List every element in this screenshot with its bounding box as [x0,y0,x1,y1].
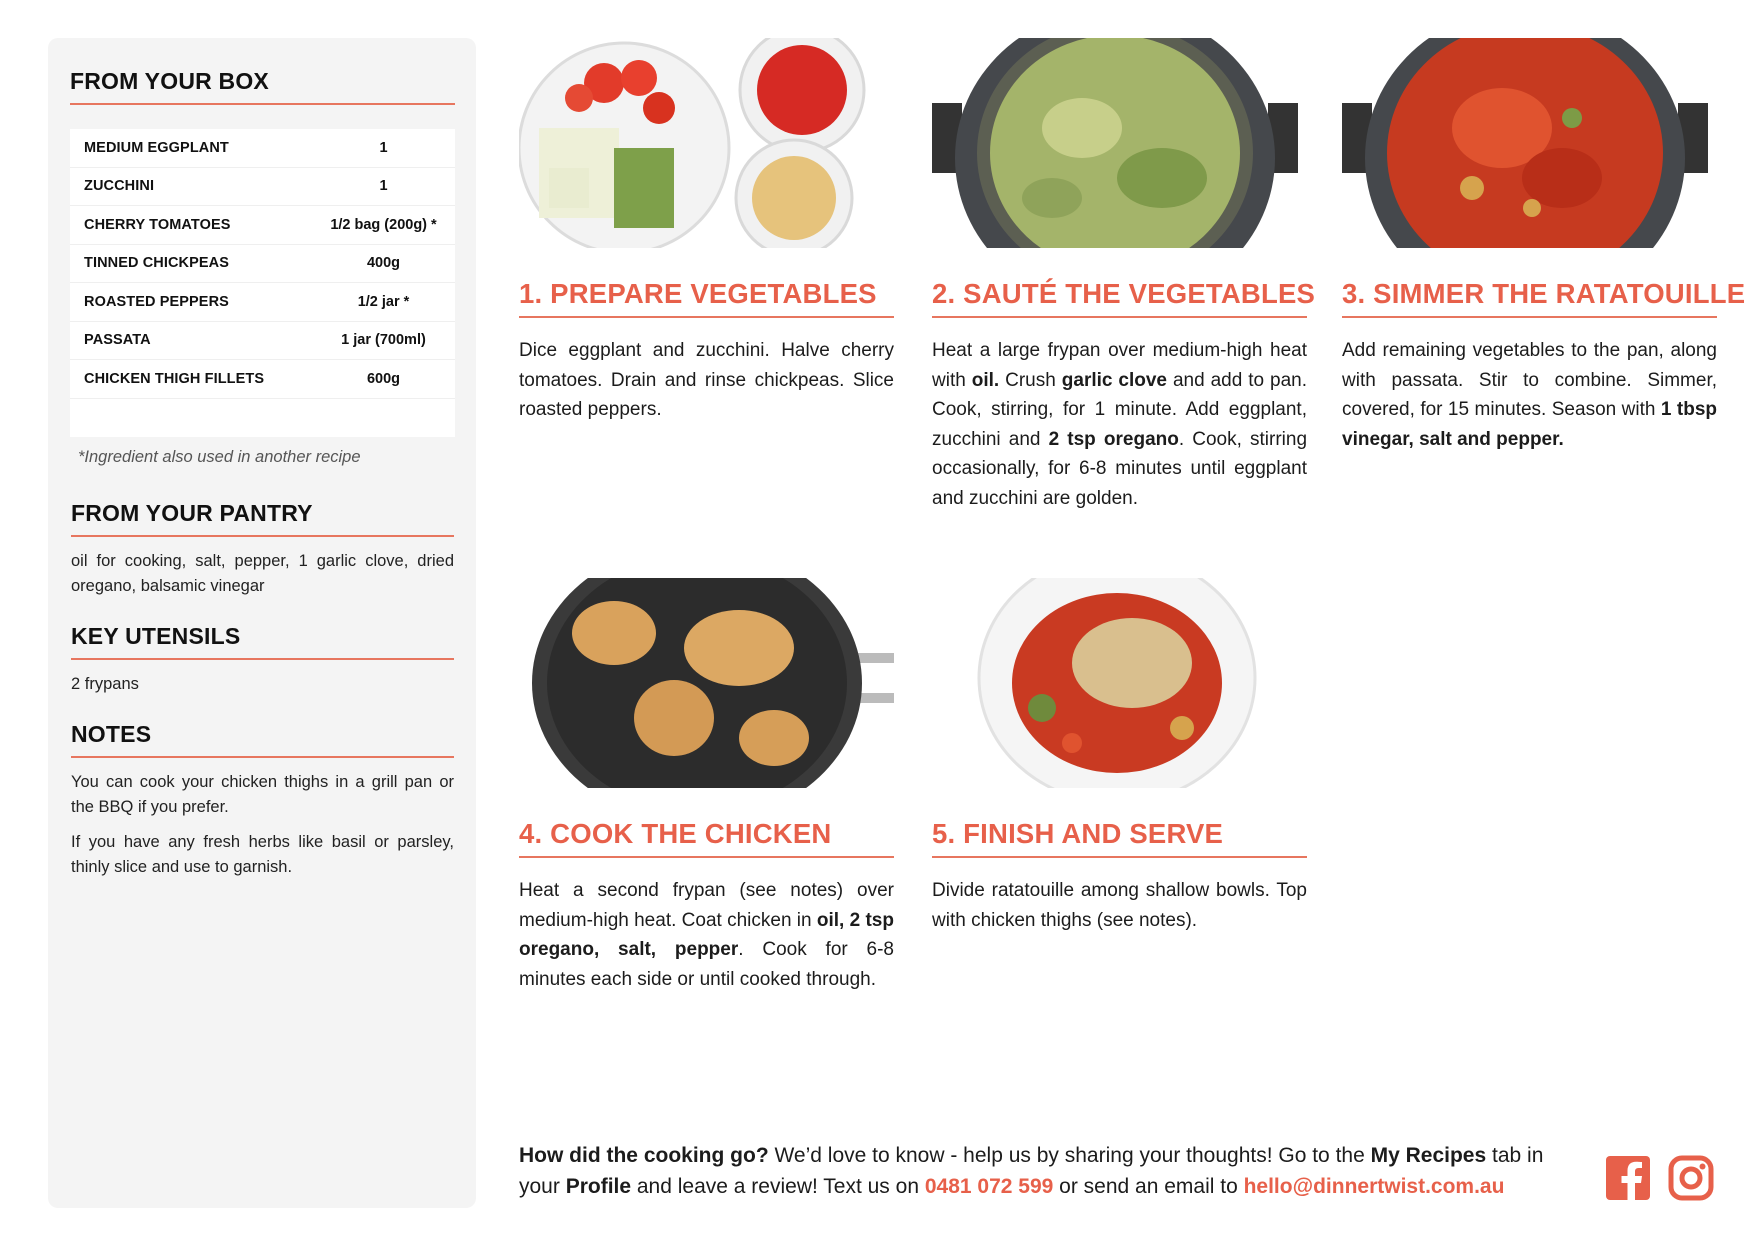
step-2 [932,38,1316,513]
ingredients-table [70,129,455,437]
pantry-text: oil for cooking, salt, pepper, 1 garlic clove, dried oregano, balsamic vinegar [71,552,454,595]
from-your-box-heading: FROM YOUR BOX [70,68,455,105]
step-5-photo [932,578,1307,788]
facebook-icon[interactable] [1605,1155,1651,1201]
step-text-bold: oil. [971,369,1000,391]
ingredient-row [70,168,455,207]
ingredient-qty: 1/2 jar * [357,293,410,310]
ingredient-name: CHICKEN THIGH FILLETS [84,370,265,387]
step-2-photo [932,38,1307,248]
phone-link[interactable]: 0481 072 599 [924,1175,1054,1198]
ingredient-row [70,206,455,245]
ingredient-name: CHERRY TOMATOES [84,216,231,233]
note-text: If you have any fresh herbs like basil or parsley, thinly slice and use to garnish. [71,833,454,876]
feedback-footer [519,1140,1579,1202]
step-3-photo [1342,38,1717,248]
feedback-text: tab in your [519,1144,1544,1198]
ingredients-sidebar [48,38,476,1208]
ingredient-qty: 1 jar (700ml) [341,332,426,349]
step-text-part: Add remaining vegetables to the pan, along with passata. Stir to combine. Simmer, covered, for 15 minutes. Season with [1342,340,1717,420]
pantry-section [71,500,454,599]
step-text-part: Divide ratatouille among shallow bowls. Top with chicken thighs (see notes). [932,880,1307,931]
my-recipes-label: My Recipes [1370,1144,1487,1167]
step-1-photo [519,38,894,248]
ingredient-qty: 600g [366,370,401,387]
step-4-title: 4. COOK THE CHICKEN [519,818,894,858]
step-text-bold: oil, 2 tsp oregano, salt, pepper [519,909,894,960]
feedback-text: and leave a review! Text us on [631,1175,925,1198]
step-3-text [1342,336,1717,454]
step-text-part: Heat a second frypan (see notes) over medium-high heat. Coat chicken in [519,880,894,931]
step-1-title: 1. PREPARE VEGETABLES [519,278,894,318]
step-1-text [519,336,894,425]
utensils-heading: KEY UTENSILS [71,623,454,660]
ingredient-name: TINNED CHICKPEAS [84,255,229,272]
step-4 [519,578,894,994]
ingredient-qty: 1 [379,139,388,156]
step-5 [932,578,1307,935]
utensils-section [71,623,454,697]
ingredient-qty: 1 [379,178,388,195]
step-5-text [932,876,1307,935]
ingredient-footnote: *Ingredient also used in another recipe [78,448,361,466]
step-3-title: 3. SIMMER THE RATATOUILLE [1342,278,1717,318]
ingredient-name: ZUCCHINI [84,178,155,195]
step-text-part: Crush [999,369,1062,391]
ingredient-name: MEDIUM EGGPLANT [84,139,229,156]
ingredient-qty: 1/2 bag (200g) * [330,216,437,233]
ingredient-name: ROASTED PEPPERS [84,293,229,310]
step-text-bold: 1 tbsp vinegar, salt and pepper. [1342,399,1718,450]
step-text-part: . Cook, stirring occasionally, for 6-8 minutes until eggplant and zucchini are golden. [932,428,1308,509]
feedback-text: or send an email to [1053,1175,1244,1198]
step-2-text [932,336,1307,513]
email-link[interactable]: hello@dinnertwist.com.au [1243,1175,1505,1198]
ingredient-row [70,129,455,168]
utensils-text: 2 frypans [71,675,139,693]
step-text-part: and add to pan. Cook, stirring, for 1 minute. Add eggplant, zucchini and [932,369,1307,450]
step-2-title: 2. SAUTÉ THE VEGETABLES [932,278,1307,318]
pantry-heading: FROM YOUR PANTRY [71,500,454,537]
feedback-question: How did the cooking go? [519,1144,769,1167]
profile-label: Profile [565,1175,632,1198]
ingredient-row [70,245,455,284]
ingredient-name: PASSATA [84,332,151,349]
ingredient-row [70,360,455,399]
ingredient-row [70,283,455,322]
step-4-text [519,876,894,994]
step-text-bold: 2 tsp oregano [1048,428,1179,450]
step-text-part: Dice eggplant and zucchini. Halve cherry tomatoes. Drain and rinse chickpeas. Slice roasted peppers. [519,340,894,420]
step-4-photo [519,578,894,788]
step-text-part: Heat a large frypan over medium-high heat with [932,340,1307,391]
notes-section [71,721,454,880]
step-text-bold: garlic clove [1061,369,1167,391]
ingredient-qty: 400g [366,255,401,272]
instagram-icon[interactable] [1668,1155,1714,1201]
step-3 [1342,38,1746,454]
notes-heading: NOTES [71,721,454,758]
step-1 [519,38,894,425]
ingredient-row [70,322,455,361]
feedback-text: We’d love to know - help us by sharing your thoughts! Go to the [768,1144,1371,1167]
step-5-title: 5. FINISH AND SERVE [932,818,1307,858]
note-text: You can cook your chicken thighs in a grill pan or the BBQ if you prefer. [71,773,454,816]
step-text-part: . Cook for 6-8 minutes each side or until cooked through. [519,939,894,990]
